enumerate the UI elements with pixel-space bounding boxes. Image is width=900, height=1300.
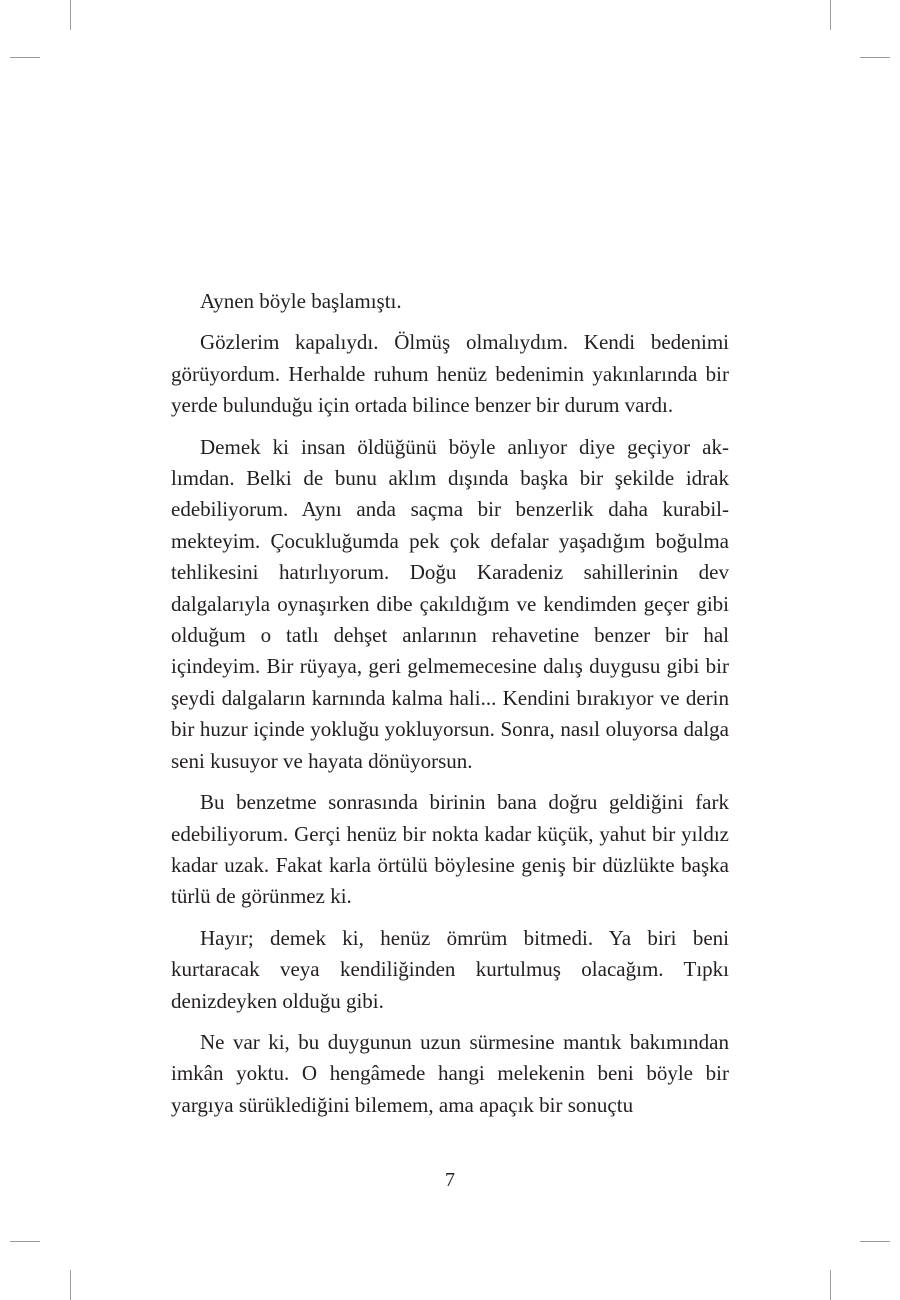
crop-mark-right-bottom: [860, 1241, 890, 1242]
paragraph-6: Ne var ki, bu duygunun uzun sürmesine mantık bakımından imkân yoktu. O hengâmede hangi melekenin beni böyle bir yargıya sürüklediğini bilemem, ama apaçık bir sonuçtu: [171, 1029, 729, 1117]
paragraph-2: Gözlerim kapalıydı. Ölmüş olmalıydım. Kendi bedenimi görüyordum. Herhalde ruhum henüz bedenimin yakınlarında bir yerde bulunduğu için ortada bilince benzer bir durum vardı.: [171, 330, 729, 418]
crop-mark-right-top: [860, 57, 890, 58]
crop-mark-left-top: [10, 57, 40, 58]
paragraph-5: Hayır; demek ki, henüz ömrüm bitmedi. Ya biri beni kurtaracak veya kendiliğinden kurtulmuş olacağım. Tıpkı denizdeyken olduğu gibi.: [171, 925, 729, 1013]
crop-mark-top-right: [830, 0, 831, 30]
paragraph-1: Aynen böyle başlamıştı.: [200, 289, 402, 313]
paragraph-3: Demek ki insan öldüğünü böyle anlıyor diye geçiyor aklımdan. Belki de bunu aklım dışında başka bir şekilde idrak edebiliyorum. Aynı anda saçma bir benzerlik daha kurabilmekteyim. Çocukluğumda pek çok defalar yaşadığım boğulma tehlikesini hatırlıyorum. Doğu Karadeniz sahillerinin dev dalgalarıyla oynaşırken dibe çakıldığım ve kendimden geçer gibi olduğum o tatlı dehşet anlarının rehavetine benzer bir hal içindeyim. Bir rüyaya, geri gelmemecesine dalış duygusu gibi bir şeydi dalgaların karnında kalma hali... Kendini bırakıyor ve derin bir huzur içinde yokluğu yokluyorsun. Sonra, nasıl oluyorsa dalga seni kusuyor ve hayata dönüyorsun.: [171, 434, 729, 773]
paragraph-4: Bu benzetme sonrasında birinin bana doğru geldiğini fark edebiliyorum. Gerçi henüz bir nokta kadar küçük, yahut bir yıldız kadar uzak. Fakat karla örtülü böylesine geniş bir düzlükte başka türlü de görünmez ki.: [171, 790, 729, 909]
crop-mark-top-left: [70, 0, 71, 30]
crop-mark-bottom-right: [830, 1270, 831, 1300]
page-number: 7: [445, 1169, 455, 1191]
crop-mark-left-bottom: [10, 1241, 40, 1242]
crop-mark-bottom-left: [70, 1270, 71, 1300]
body-text: [171, 286, 729, 1131]
